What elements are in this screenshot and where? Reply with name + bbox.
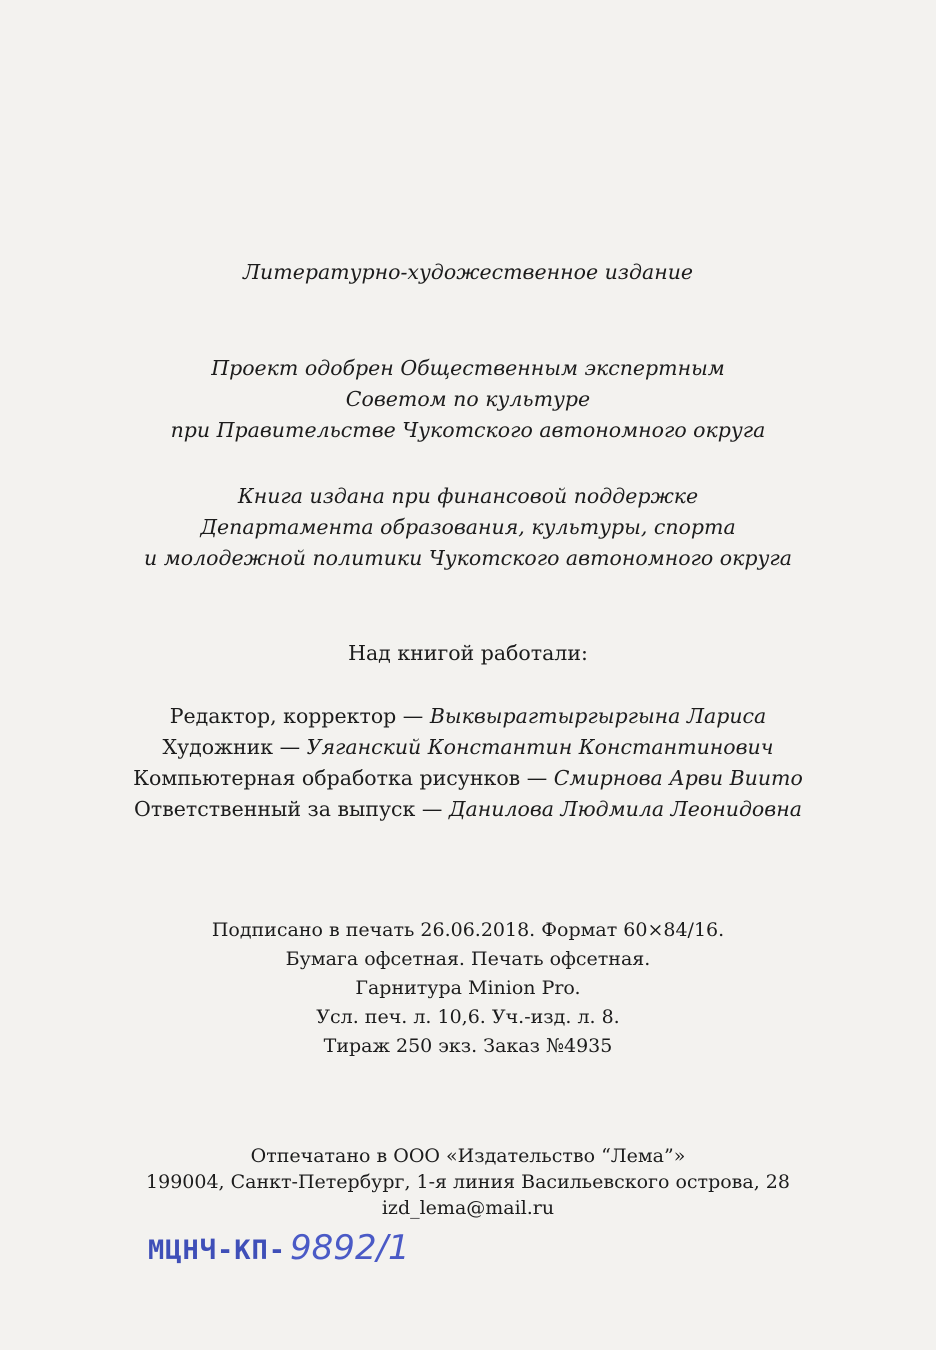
credit-name: Смирнова Арви Виито	[553, 766, 803, 790]
printer-name: Отпечатано в ООО «Издательство “Лема”»	[250, 1145, 686, 1167]
credit-name: Выквырагтыргыргына Лариса	[429, 704, 767, 728]
stamp-handwritten-number: 9892/1	[290, 1228, 410, 1268]
library-stamp	[148, 1228, 410, 1268]
support-line: Департамента образования, культуры, спорта	[200, 515, 736, 539]
credit-role: Редактор, корректор —	[169, 704, 430, 728]
credit-role: Художник —	[162, 735, 307, 759]
credit-line	[0, 706, 936, 727]
credit-line	[0, 737, 936, 758]
print-info-line: Гарнитура Minion Pro.	[355, 977, 581, 999]
support-line: и молодежной политики Чукотского автономного округа	[144, 546, 792, 570]
edition-type: Литературно-художественное издание	[242, 260, 694, 284]
approval-line: при Правительстве Чукотского автономного округа	[170, 418, 766, 442]
credit-role: Компьютерная обработка рисунков —	[133, 766, 554, 790]
printer-email: izd_lema@mail.ru	[381, 1197, 555, 1219]
credit-line	[0, 768, 936, 789]
credit-line	[0, 799, 936, 820]
approval-line: Проект одобрен Общественным экспертным	[211, 356, 725, 380]
print-info-line: Тираж 250 экз. Заказ №4935	[323, 1035, 613, 1057]
printer-address: 199004, Санкт-Петербург, 1-я линия Васильевского острова, 28	[146, 1171, 790, 1193]
stamp-printed-text: МЦНЧ-КП-	[148, 1235, 287, 1266]
print-info-line: Подписано в печать 26.06.2018. Формат 60×84/16.	[211, 919, 725, 941]
credit-role: Ответственный за выпуск —	[134, 797, 449, 821]
print-info-line: Бумага офсетная. Печать офсетная.	[285, 948, 651, 970]
credit-name: Данилова Людмила Леонидовна	[448, 797, 802, 821]
credits-heading: Над книгой работали:	[348, 641, 588, 665]
credit-name: Уяганский Константин Константинович	[306, 735, 774, 759]
approval-line: Советом по культуре	[345, 387, 591, 411]
print-info-line: Усл. печ. л. 10,6. Уч.-изд. л. 8.	[316, 1006, 620, 1028]
support-line: Книга издана при финансовой поддержке	[237, 484, 699, 508]
